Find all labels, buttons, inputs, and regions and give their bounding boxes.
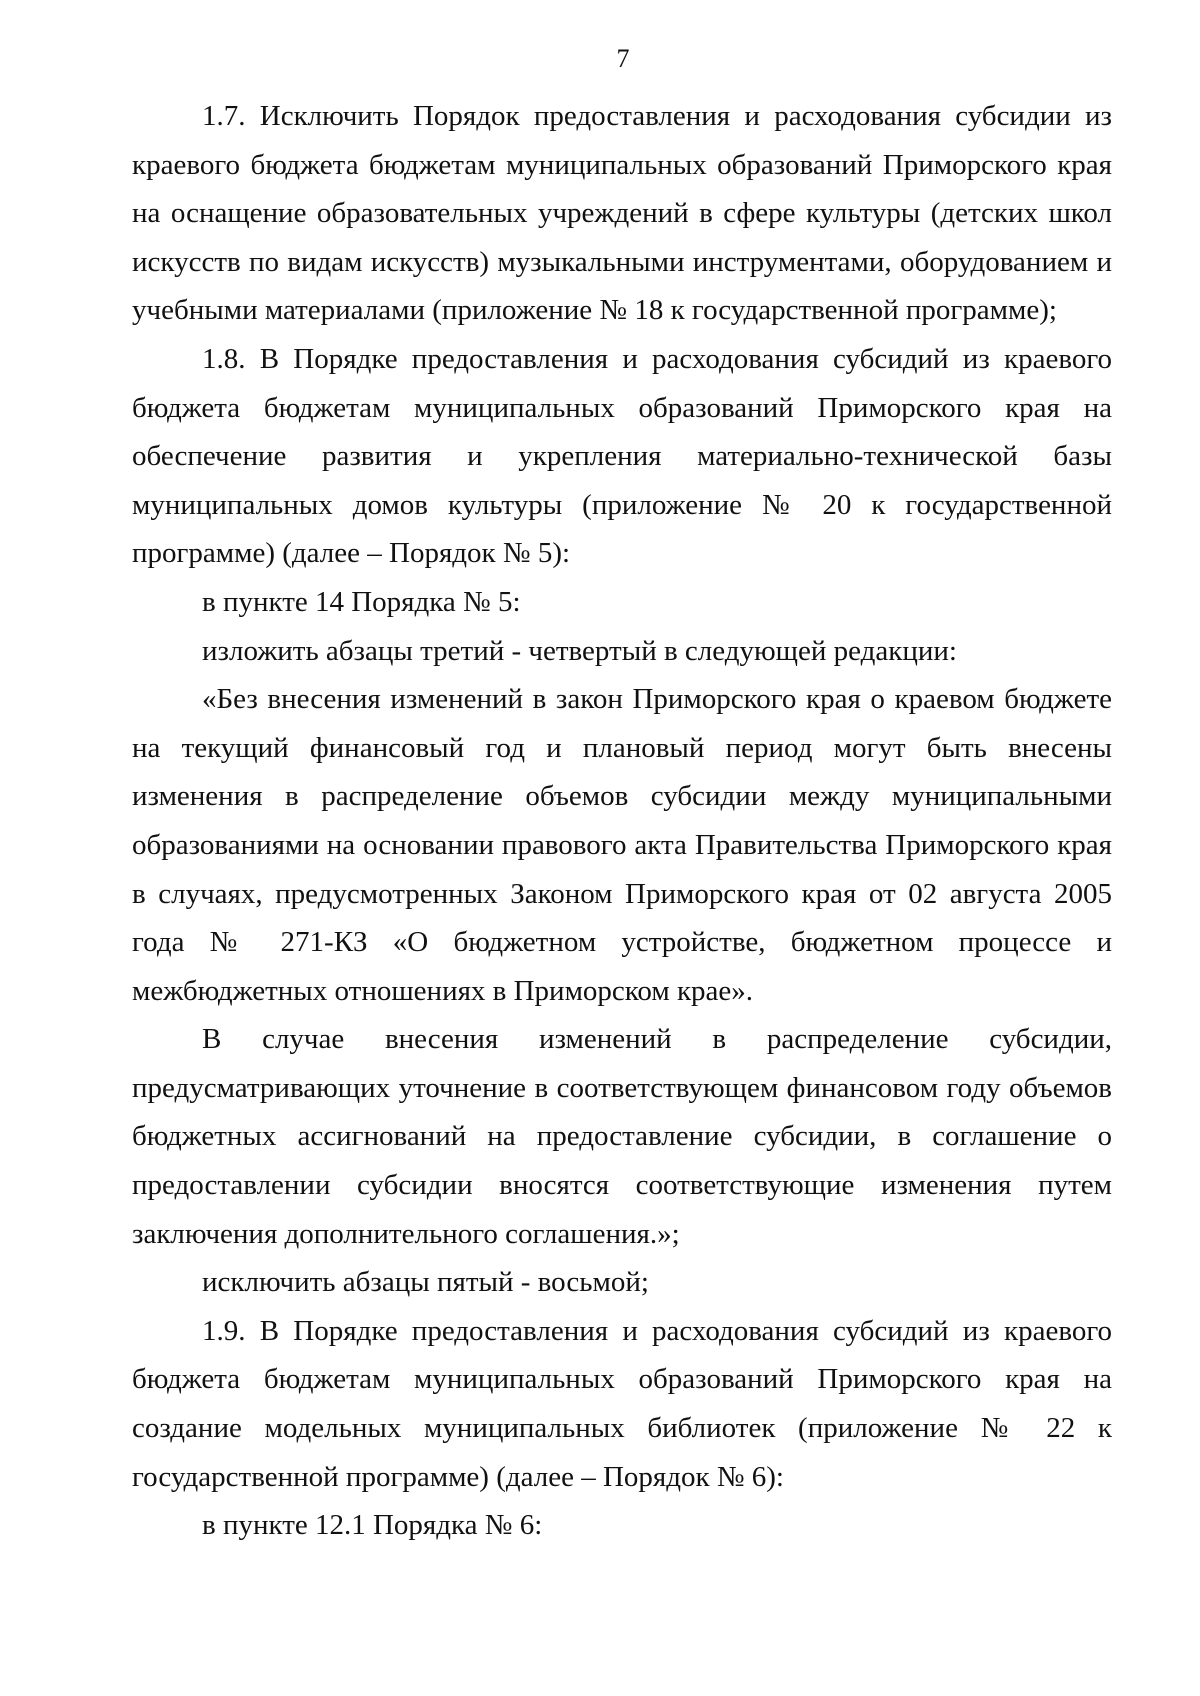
paragraph-clause-12-1: в пункте 12.1 Порядка № 6: <box>202 1509 543 1542</box>
paragraph-quoted-text-2: В случае внесения изменений в распределение субсидии, предусматривающих уточнение в соответствующем финансовом году объемов бюджетных ассигнований на предоставление субсидии, в соглашение о предоставлении субсидии вносятся соответствующие изменения путем заключения дополнительного соглашения.»; <box>132 1023 1112 1250</box>
document-body <box>132 92 1112 1550</box>
paragraph-1-7: 1.7. Исключить Порядок предоставления и расходования субсидии из краевого бюджета бюджетам муниципальных образований Приморского края на оснащение образовательных учреждений в сфере культуры (детских школ искусств по видам искусств) музыкальными инструментами, оборудованием и учебными материалами (приложение № 18 к государственной программе); <box>132 100 1112 327</box>
paragraph-1-8: 1.8. В Порядке предоставления и расходования субсидий из краевого бюджета бюджетам муниципальных образований Приморского края на обеспечение развития и укрепления материально-технической базы муниципальных домов культуры (приложение № 20 к государственной программе) (далее – Порядок № 5): <box>132 342 1112 570</box>
paragraph-exclude-instruction: исключить абзацы пятый - восьмой; <box>202 1266 649 1299</box>
paragraph-quoted-text-1: «Без внесения изменений в закон Приморского края о краевом бюджете на текущий финансовый год и плановый период могут быть внесены изменения в распределение объемов субсидии между муниципальными образованиями на основании правового акта Правительства Приморского края в случаях, предусмотренных Законом Приморского края от 02 августа 2005 года № 271-КЗ «О бюджетном устройстве, бюджетном процессе и межбюджетных отношениях в Приморском крае». <box>132 683 1112 1007</box>
page-number: 7 <box>616 44 630 73</box>
paragraph-1-9: 1.9. В Порядке предоставления и расходования субсидий из краевого бюджета бюджетам муниципальных образований Приморского края на создание модельных муниципальных библиотек (приложение № 22 к государственной программе) (далее – Порядок № 6): <box>132 1314 1112 1493</box>
paragraph-clause-14: в пункте 14 Порядка № 5: <box>202 585 521 618</box>
paragraph-amend-instruction: изложить абзацы третий - четвертый в следующей редакции: <box>202 634 957 667</box>
